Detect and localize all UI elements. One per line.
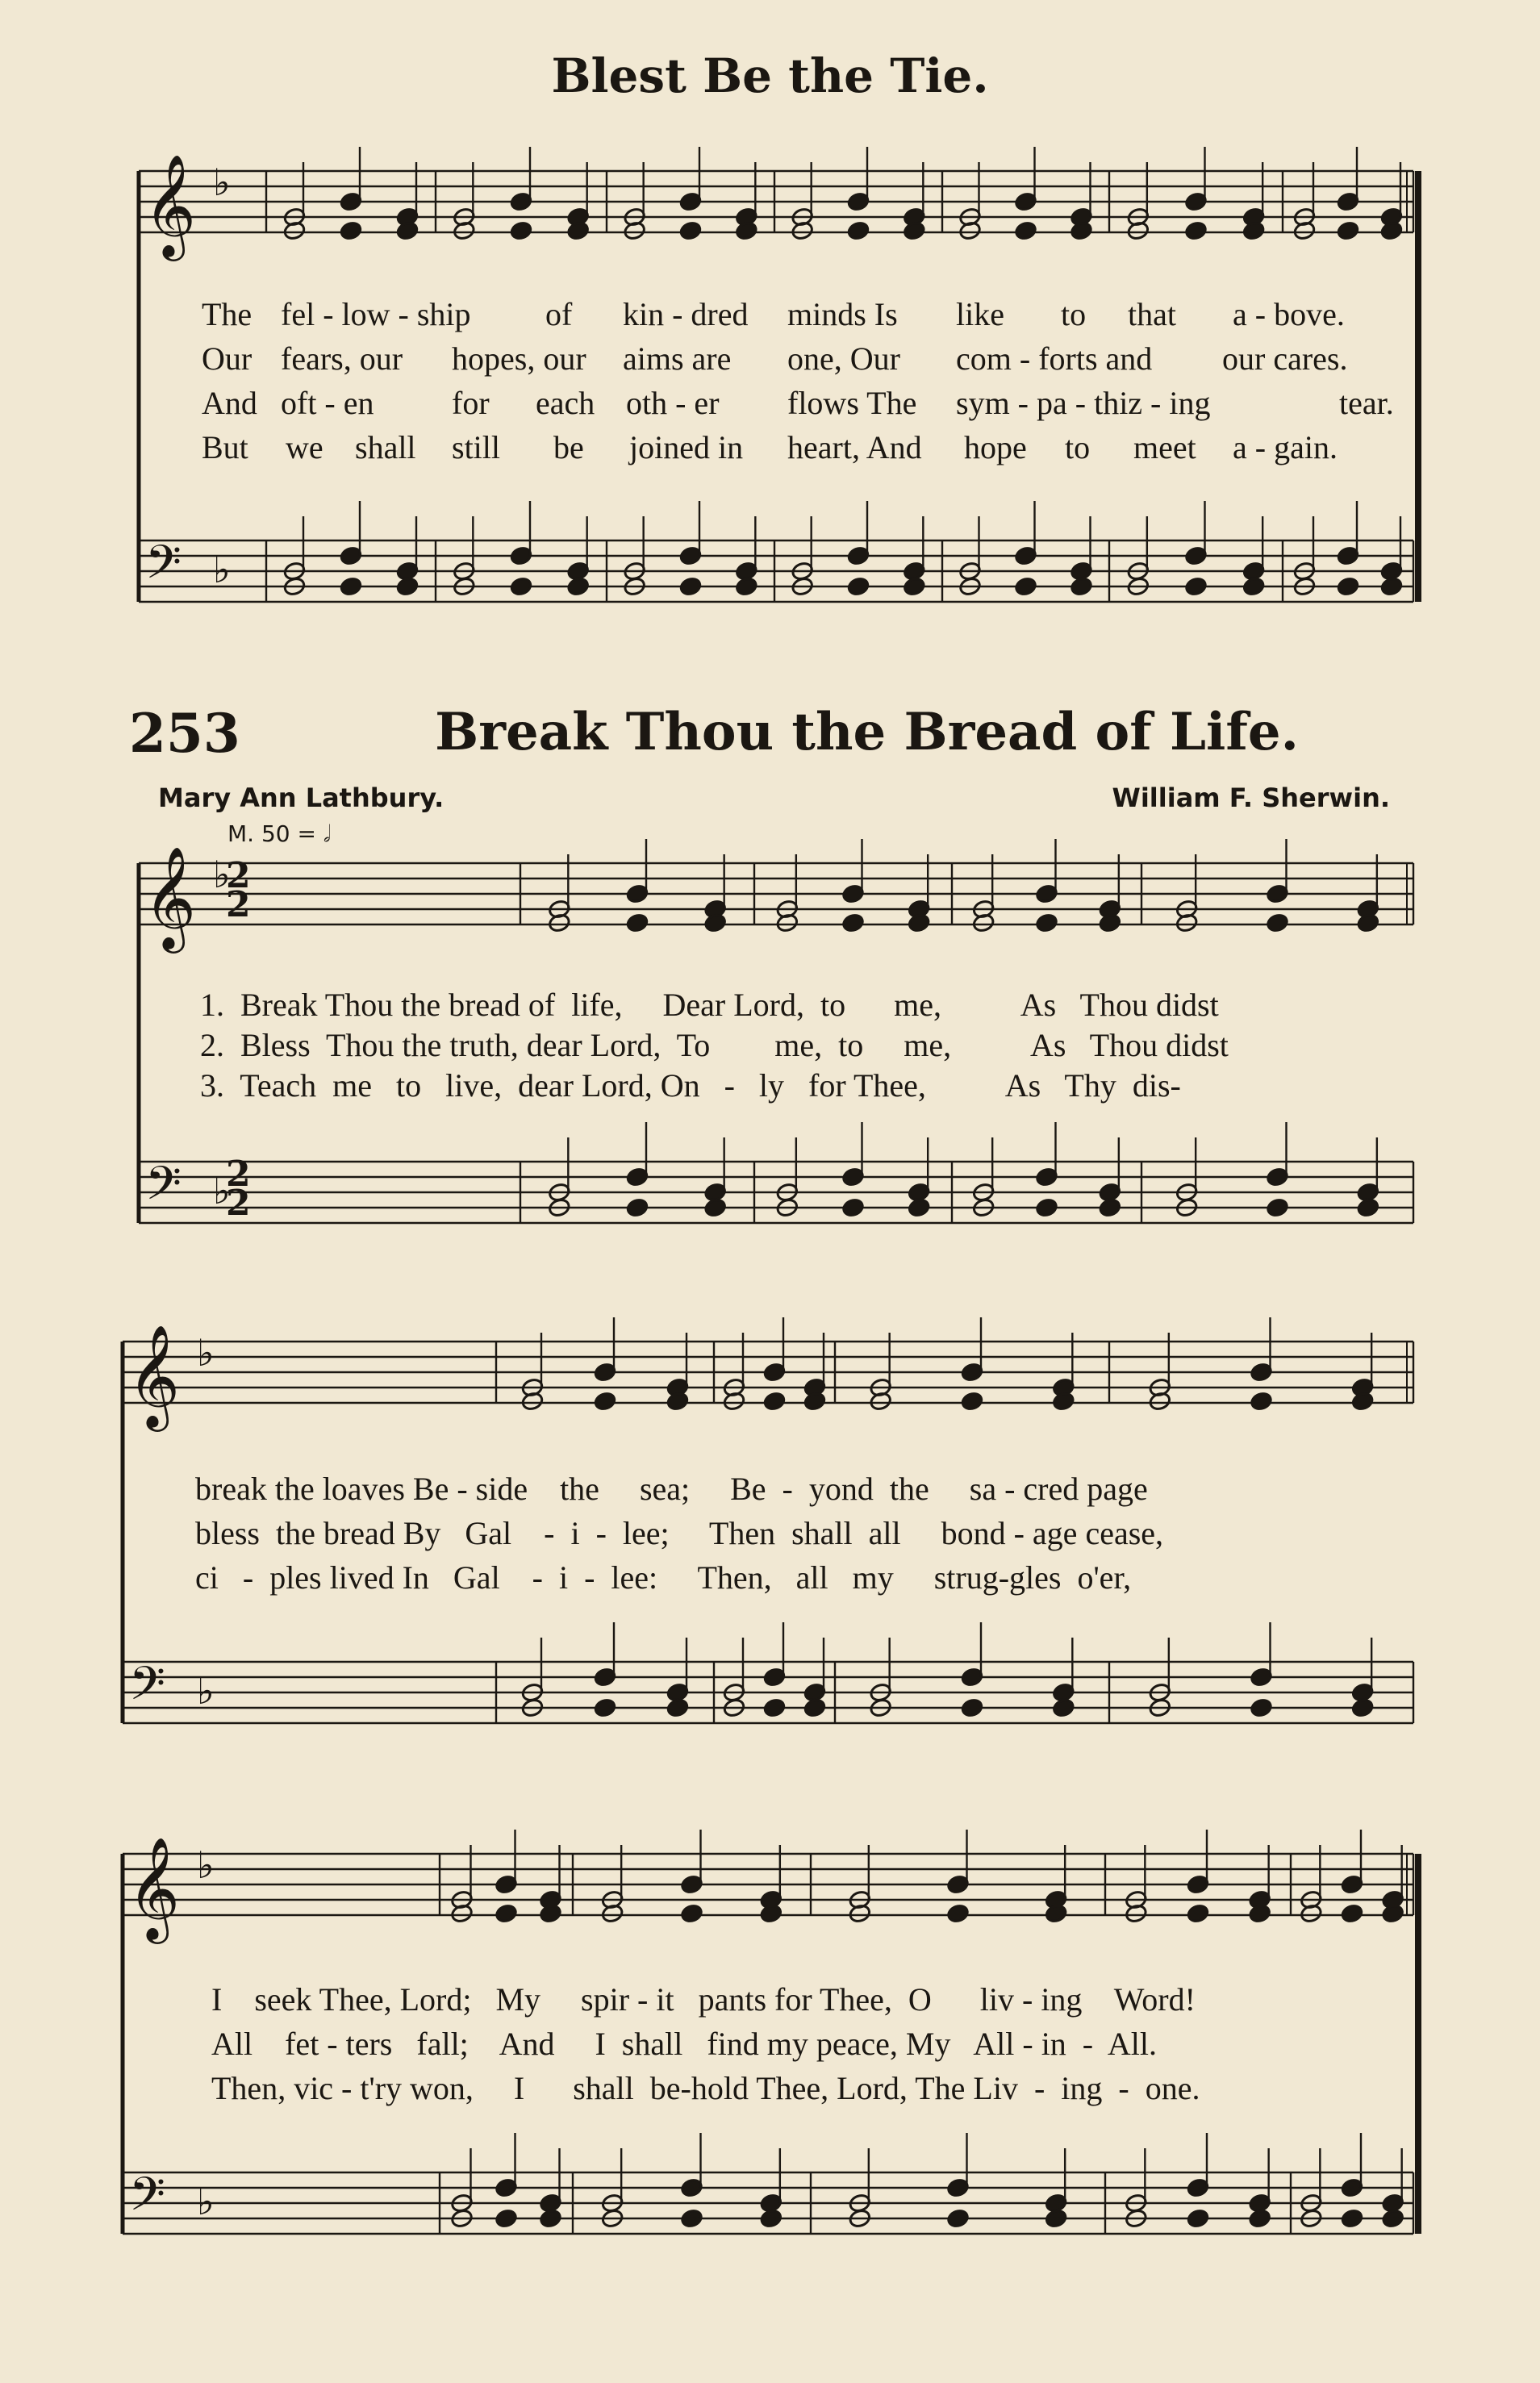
hymn2-system1-treble-clef-icon: 𝄞 xyxy=(144,845,197,949)
hymn1-verse-4 xyxy=(0,428,1540,467)
lyric-syllable: But xyxy=(202,429,248,465)
hymn1-verse-2 xyxy=(0,340,1540,378)
hymn2-system3-treble-clef-icon: 𝄞 xyxy=(127,1836,181,1939)
hymn2-system3-note xyxy=(946,2208,970,2228)
lyric-syllable: like xyxy=(956,296,1004,332)
lyric-line: 1. Break Thou the bread of life, Dear Lord, to me, As Thou didst xyxy=(200,987,1219,1023)
lyric-syllable: meet xyxy=(1133,429,1196,465)
lyric-syllable: tear. xyxy=(1339,385,1394,421)
hymn1-system-note xyxy=(1380,576,1404,596)
hymn2-system1-note xyxy=(1356,1197,1379,1217)
composer-credit: William F. Sherwin. xyxy=(1112,783,1390,813)
lyric-syllable: oth - er xyxy=(626,385,720,421)
hymn2-system3-note xyxy=(1187,1903,1210,1923)
hymn2-system3-note xyxy=(759,2208,783,2228)
lyric-syllable: to xyxy=(1061,296,1087,332)
lyric-line: ci - ples lived In Gal - i - lee: Then, all my strug-gles o'er, xyxy=(195,1559,1132,1596)
hymn1-system-bass-key-flat-icon: ♭ xyxy=(213,548,231,591)
hymn2-system1-verse-3 xyxy=(0,1066,1540,1105)
time-signature-bass: 2 xyxy=(226,1154,251,1195)
hymn2-system3-note xyxy=(1341,2208,1364,2228)
hymn2-system2-note xyxy=(763,1697,787,1717)
hymn2-system3-key-flat-icon: ♭ xyxy=(197,1843,215,1887)
lyric-line: bless the bread By Gal - i - lee; Then shall all bond - age cease, xyxy=(195,1515,1164,1551)
hymn2-system3-note xyxy=(1341,1903,1364,1923)
hymn2-system1-bass-key-flat-icon: ♭ xyxy=(213,1169,231,1212)
hymn1-system-note xyxy=(1070,576,1093,596)
hymn1-system-note xyxy=(903,576,926,596)
hymn2-system2-note xyxy=(666,1697,690,1717)
hymn2-system3-note xyxy=(1045,2208,1068,2228)
lyric-syllable: sym - pa - thiz - ing xyxy=(956,385,1211,421)
hymn2-system2-bass-clef-icon: 𝄢 xyxy=(129,1656,166,1722)
hymn2-system3-verse-1 xyxy=(0,1980,1540,2019)
hymn2-system3-note xyxy=(1187,2208,1210,2228)
hymn2-system1-note xyxy=(1035,912,1058,933)
lyric-syllable: still xyxy=(452,429,501,465)
hymn2-system1-note xyxy=(841,912,865,933)
hymn2-system1-note xyxy=(1266,912,1289,933)
lyric-syllable: of xyxy=(545,296,573,332)
lyric-syllable: one, Our xyxy=(787,340,900,377)
hymn2-system1-note xyxy=(626,1197,649,1217)
lyric-syllable: hope xyxy=(964,429,1027,465)
hymn2-system3-note xyxy=(680,1903,703,1923)
hymn2-system2-bass-key-flat-icon: ♭ xyxy=(197,1669,215,1713)
hymn2-system3-note xyxy=(539,2208,562,2228)
lyric-syllable: fears, our xyxy=(281,340,403,377)
lyric-syllable: flows The xyxy=(787,385,917,421)
lyric-syllable: we xyxy=(286,429,323,465)
hymn-title-break-thou-the-bread-of-life: Break Thou the Bread of Life. xyxy=(435,702,1299,762)
hymn2-system1-note xyxy=(1098,1197,1121,1217)
hymn2-system2-note xyxy=(594,1697,617,1717)
hymn2-system2-note xyxy=(763,1391,787,1411)
hymn1-system-note xyxy=(679,576,703,596)
lyric-syllable: a - bove. xyxy=(1233,296,1345,332)
lyric-syllable: fel - low - ship xyxy=(281,296,471,332)
hymn1-system-note xyxy=(1184,576,1208,596)
hymn2-system2-note xyxy=(594,1391,617,1411)
hymn1-system-note xyxy=(340,576,363,596)
hymn2-system2-note xyxy=(961,1697,984,1717)
metronome-value: M. 50 xyxy=(227,820,290,847)
hymn1-verse-1 xyxy=(0,295,1540,334)
lyric-syllable: hopes, our xyxy=(452,340,586,377)
hymn2-system2-note xyxy=(961,1391,984,1411)
hymn2-system3-bass-clef-icon: 𝄢 xyxy=(129,2167,166,2233)
hymn2-system3-note xyxy=(1248,2208,1271,2228)
hymn2-system1-note xyxy=(626,912,649,933)
hymn1-system-note xyxy=(510,220,533,240)
hymn1-system-note xyxy=(735,576,758,596)
hymn2-system3-note xyxy=(946,1903,970,1923)
hymn2-system2-note xyxy=(1250,1697,1273,1717)
lyric-line: 2. Bless Thou the truth, dear Lord, To me, to me, As Thou didst xyxy=(200,1027,1229,1063)
hymn1-system-note xyxy=(847,220,870,240)
lyricist-credit: Mary Ann Lathbury. xyxy=(158,783,444,813)
hymn1-system-note xyxy=(847,576,870,596)
lyric-syllable: oft - en xyxy=(281,385,374,421)
lyric-syllable: a - gain. xyxy=(1233,429,1338,465)
hymn1-system-note xyxy=(1014,576,1037,596)
metronome-marking xyxy=(227,820,331,848)
hymn2-system3-note xyxy=(495,1903,518,1923)
hymn1-system-key-flat-icon: ♭ xyxy=(213,161,231,204)
lyric-line: I seek Thee, Lord; My spir - it pants for Thee, O liv - ing Word! xyxy=(211,1981,1196,2018)
half-note-icon: = 𝅗𝅥 xyxy=(297,820,331,847)
hymn2-system1-note xyxy=(908,1197,931,1217)
hymn2-system2-note xyxy=(803,1697,827,1717)
lyric-syllable: be xyxy=(553,429,584,465)
lyric-syllable: heart, And xyxy=(787,429,922,465)
hymn1-system-note xyxy=(679,220,703,240)
lyric-syllable: for xyxy=(452,385,490,421)
hymn1-system-treble-clef-icon: 𝄞 xyxy=(144,153,197,257)
hymn2-system1-note xyxy=(1266,1197,1289,1217)
hymn2-system2-verse-3 xyxy=(0,1559,1540,1597)
hymn2-system1-note xyxy=(703,1197,727,1217)
hymn2-system2-verse-2 xyxy=(0,1514,1540,1553)
hymn2-system2-note xyxy=(1052,1697,1075,1717)
hymn-title-blest-be-the-tie: Blest Be the Tie. xyxy=(551,48,989,103)
hymn2-system2-note xyxy=(1250,1391,1273,1411)
lyric-syllable: joined in xyxy=(629,429,744,465)
hymn2-system1-note xyxy=(1035,1197,1058,1217)
hymn2-system2-key-flat-icon: ♭ xyxy=(197,1331,215,1375)
lyric-syllable: that xyxy=(1128,296,1176,332)
hymn1-system-note xyxy=(1184,220,1208,240)
hymn2-system3-verse-2 xyxy=(0,2025,1540,2064)
lyric-syllable: aims are xyxy=(623,340,732,377)
hymn1-system-bass-clef-icon: 𝄢 xyxy=(145,535,182,601)
lyric-syllable: minds Is xyxy=(787,296,898,332)
lyric-syllable: kin - dred xyxy=(623,296,749,332)
hymn2-system2-verse-1 xyxy=(0,1470,1540,1509)
hymn1-system-note xyxy=(1242,576,1266,596)
time-signature-bass: 2 xyxy=(226,1183,251,1224)
hymn2-system3-note xyxy=(680,2208,703,2228)
lyric-syllable: each xyxy=(536,385,595,421)
hymn1-system-note xyxy=(1337,220,1360,240)
time-signature-treble: 2 xyxy=(226,855,251,896)
hymn-number: 253 xyxy=(129,702,240,765)
hymn1-system-note xyxy=(566,576,590,596)
hymn2-system3-note xyxy=(1381,2208,1404,2228)
lyric-syllable: com - forts and xyxy=(956,340,1153,377)
hymn1-system-note xyxy=(396,576,419,596)
lyric-line: Then, vic - t'ry won, I shall be-hold Thee, Lord, The Liv - ing - one. xyxy=(211,2070,1200,2106)
hymn2-system2-treble-clef-icon: 𝄞 xyxy=(127,1324,181,1427)
hymn2-system1-key-flat-icon: ♭ xyxy=(213,853,231,896)
time-signature-treble: 2 xyxy=(226,884,251,925)
lyric-line: All fet - ters fall; And I shall find my peace, My All - in - All. xyxy=(211,2026,1158,2062)
hymn2-system3-bass-key-flat-icon: ♭ xyxy=(197,2180,215,2223)
hymn1-system-note xyxy=(1337,576,1360,596)
lyric-syllable: And xyxy=(202,385,257,421)
hymn2-system3-verse-3 xyxy=(0,2069,1540,2108)
hymn1-system-note xyxy=(1014,220,1037,240)
hymn2-system1-verse-1 xyxy=(0,986,1540,1025)
lyric-line: 3. Teach me to live, dear Lord, On - ly for Thee, As Thy dis- xyxy=(200,1067,1181,1104)
lyric-syllable: shall xyxy=(355,429,416,465)
hymn1-system-note xyxy=(340,220,363,240)
hymn1-verse-3 xyxy=(0,384,1540,423)
lyric-syllable: our cares. xyxy=(1222,340,1348,377)
lyric-syllable: Our xyxy=(202,340,252,377)
hymn2-system1-note xyxy=(841,1197,865,1217)
hymn2-system3-note xyxy=(495,2208,518,2228)
hymn2-system1-bass-clef-icon: 𝄢 xyxy=(145,1156,182,1222)
lyric-syllable: to xyxy=(1065,429,1091,465)
hymn1-system-note xyxy=(510,576,533,596)
hymn2-system2-note xyxy=(1351,1697,1375,1717)
lyric-line: break the loaves Be - side the sea; Be - yond the sa - cred page xyxy=(195,1471,1148,1507)
lyric-syllable: The xyxy=(202,296,252,332)
hymn2-system1-verse-2 xyxy=(0,1026,1540,1065)
